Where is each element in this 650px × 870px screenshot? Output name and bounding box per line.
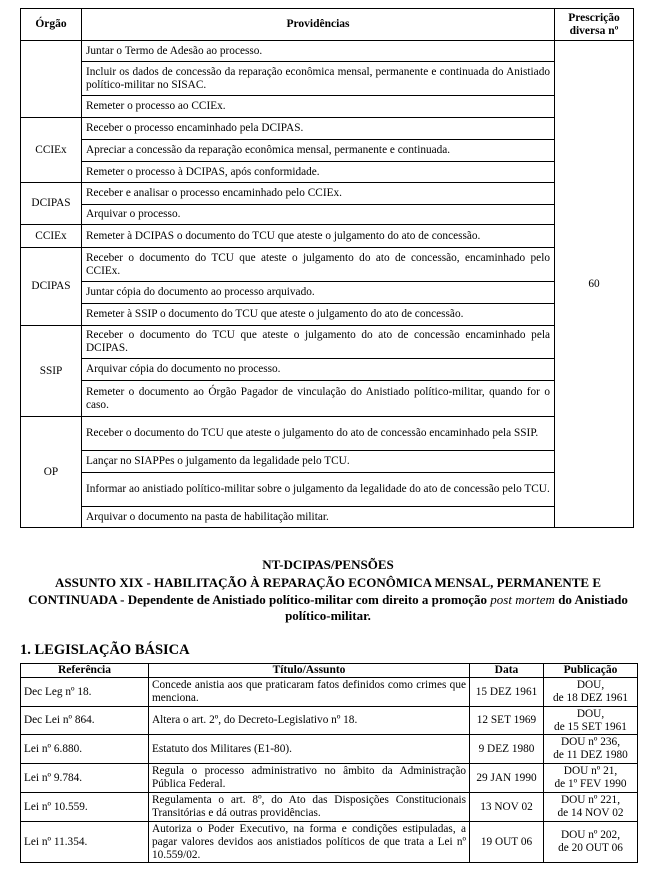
publicacao-cell [544, 707, 638, 735]
pub-line: DOU nº 21, [563, 765, 618, 777]
pub-line: DOU nº 236, [560, 736, 621, 748]
orgao-cell: DCIPAS [21, 248, 82, 326]
pub-line: de 14 NOV 02 [557, 807, 624, 819]
assunto-text-end: do Anistiado político-militar. [285, 591, 628, 623]
ref-cell: Lei nº 11.354. [21, 822, 149, 863]
orgao-cell [21, 41, 82, 118]
legislation-table [20, 663, 638, 863]
action-cell: Receber o processo encaminhado pela DCIPAS. [82, 118, 555, 140]
action-cell: Informar ao anistiado político-militar sobre o julgamento da legalidade do ato de concessão pelo TCU. [82, 473, 555, 507]
orgao-cell: SSIP [21, 326, 82, 417]
data-cell: 12 SET 1969 [470, 707, 544, 735]
orgao-cell: DCIPAS [21, 183, 82, 225]
pub-line: de 1º FEV 1990 [554, 778, 627, 790]
pub-line: de 15 SET 1961 [554, 720, 627, 733]
action-cell: Arquivar cópia do documento no processo. [82, 359, 555, 381]
ref-cell: Lei nº 10.559. [21, 793, 149, 822]
pub-line: DOU nº 202, [560, 829, 621, 841]
assunto-italic: post mortem [490, 591, 555, 607]
orgao-cell: OP [21, 417, 82, 528]
action-cell: Remeter à DCIPAS o documento do TCU que ateste o julgamento do ato de concessão. [82, 225, 555, 248]
publicacao-cell [544, 678, 638, 707]
data-cell: 15 DEZ 1961 [470, 678, 544, 707]
nt-title: NT-DCIPAS/PENSÕES [262, 557, 394, 572]
table-row [21, 735, 638, 764]
data-cell: 29 JAN 1990 [470, 764, 544, 793]
ref-cell: Lei nº 6.880. [21, 735, 149, 764]
assunto-text: ASSUNTO XIX - HABILITAÇÃO À REPARAÇÃO ECONÔMICA MENSAL, PERMANENTE E CONTINUADA - Dependente de Anistiado político-militar com direito a promoção [28, 575, 602, 607]
action-cell: Receber o documento do TCU que ateste o julgamento do ato de concessão encaminhado pela DCIPAS. [82, 326, 555, 359]
action-cell: Receber o documento do TCU que ateste o julgamento do ato de concessão encaminhado pela SSIP. [82, 417, 555, 451]
header-data: Data [470, 664, 544, 678]
action-cell: Remeter à SSIP o documento do TCU que ateste o julgamento do ato de concessão. [82, 304, 555, 326]
header-referencia: Referência [21, 664, 149, 678]
header-providencias: Providências [82, 9, 555, 41]
action-cell: Juntar o Termo de Adesão ao processo. [82, 41, 555, 62]
pub-line: DOU nº 221, [560, 794, 621, 806]
pub-line: de 20 OUT 06 [558, 842, 623, 854]
section-heading: 1. LEGISLAÇÃO BÁSICA [20, 642, 190, 658]
ref-cell: Dec Lei nº 864. [21, 707, 149, 735]
data-cell: 13 NOV 02 [470, 793, 544, 822]
titulo-cell: Altera o art. 2º, do Decreto-Legislativo nº 18. [149, 707, 470, 735]
action-cell: Receber o documento do TCU que ateste o julgamento do ato de concessão, encaminhado pelo CCIEx. [82, 248, 555, 282]
action-cell: Receber e analisar o processo encaminhado pelo CCIEx. [82, 183, 555, 205]
titulo-cell: Estatuto dos Militares (E1-80). [149, 735, 470, 764]
orgao-cell: CCIEx [21, 118, 82, 183]
header-prescricao: Prescrição diversa nº [555, 9, 634, 41]
action-cell: Remeter o processo à DCIPAS, após conformidade. [82, 162, 555, 183]
action-cell: Juntar cópia do documento ao processo arquivado. [82, 282, 555, 304]
action-cell: Remeter o processo ao CCIEx. [82, 96, 555, 118]
data-cell: 19 OUT 06 [470, 822, 544, 863]
table-row [21, 822, 638, 863]
titulo-cell: Regulamenta o art. 8º, do Ato das Disposições Constitucionais Transitórias e dá outras providências. [149, 793, 470, 822]
data-cell: 9 DEZ 1980 [470, 735, 544, 764]
publicacao-cell [544, 735, 638, 764]
procedures-table [20, 8, 634, 528]
pub-line: de 11 DEZ 1980 [553, 749, 628, 761]
action-cell: Arquivar o documento na pasta de habilitação militar. [82, 507, 555, 528]
publicacao-cell [544, 793, 638, 822]
pub-line: DOU, [576, 679, 605, 691]
prescricao-value: 60 [555, 41, 634, 528]
action-cell: Lançar no SIAPPes o julgamento da legalidade pelo TCU. [82, 451, 555, 473]
action-cell: Apreciar a concessão da reparação econômica mensal, permanente e continuada. [82, 140, 555, 162]
action-cell: Arquivar o processo. [82, 205, 555, 225]
action-cell: Remeter o documento ao Órgão Pagador de vinculação do Anistiado político-militar, quando for o caso. [82, 381, 555, 417]
header-titulo: Título/Assunto [149, 664, 470, 678]
header-orgao: Órgão [21, 9, 82, 41]
orgao-cell: CCIEx [21, 225, 82, 248]
table-row [21, 793, 638, 822]
ref-cell: Dec Leg nº 18. [21, 678, 149, 707]
table-row [21, 707, 638, 735]
pub-line: de 18 DEZ 1961 [553, 692, 628, 704]
titulo-cell: Autoriza o Poder Executivo, na forma e condições estipuladas, a pagar valores devidos aos anistiados políticos de que trata a Lei nº 10.559/02. [149, 822, 470, 863]
publicacao-cell [544, 822, 638, 863]
action-cell: Incluir os dados de concessão da reparação econômica mensal, permanente e continuada do Anistiado político-militar no SISAC. [82, 62, 555, 96]
assunto-heading [20, 575, 636, 625]
header-publicacao: Publicação [544, 664, 638, 678]
table-row [21, 678, 638, 707]
ref-cell: Lei nº 9.784. [21, 764, 149, 793]
table-row [21, 764, 638, 793]
titulo-cell: Concede anistia aos que praticaram fatos definidos como crimes que menciona. [149, 678, 470, 707]
publicacao-cell [544, 764, 638, 793]
pub-line: DOU, [576, 707, 605, 720]
titulo-cell: Regula o processo administrativo no âmbito da Administração Pública Federal. [149, 764, 470, 793]
